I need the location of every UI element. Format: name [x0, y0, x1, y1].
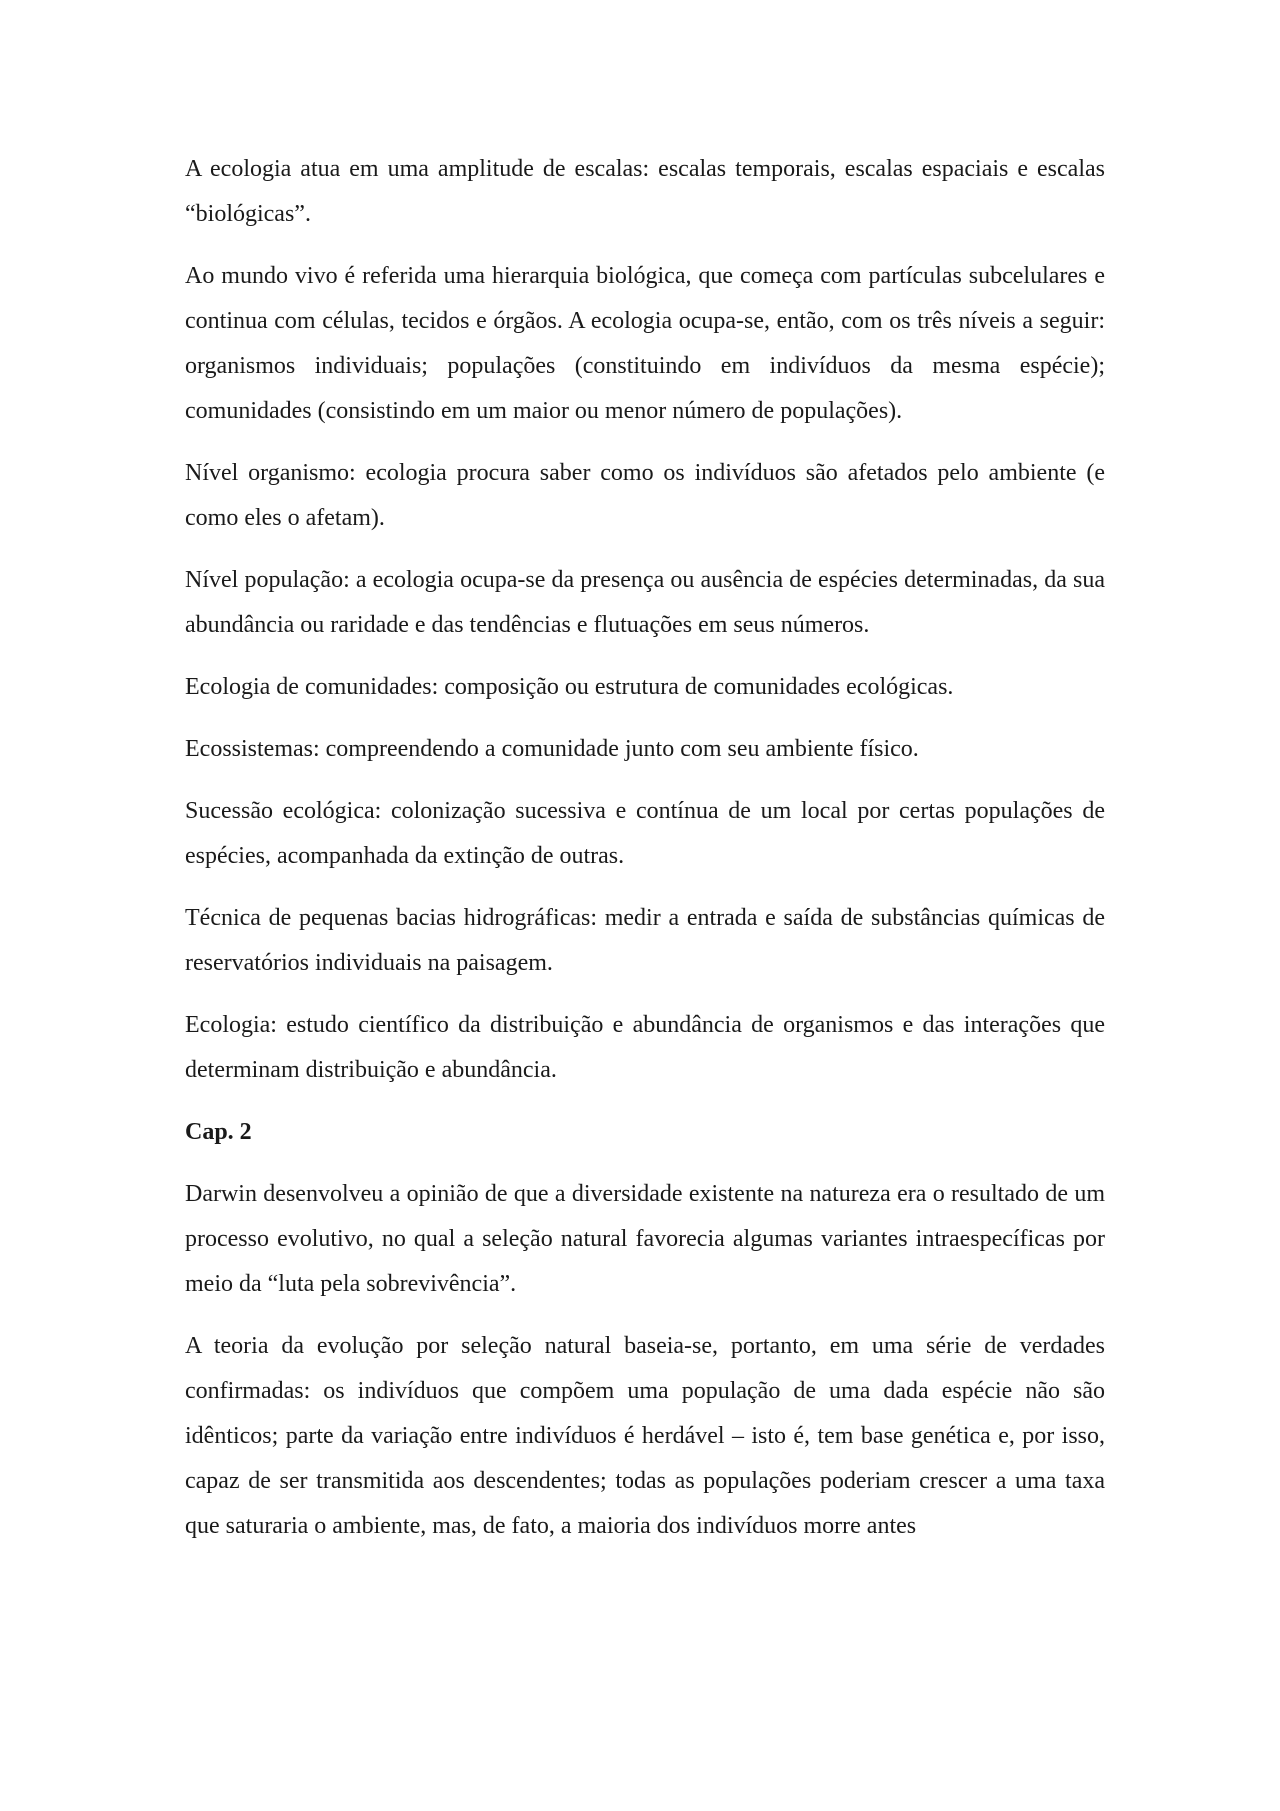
- paragraph: Nível população: a ecologia ocupa-se da presença ou ausência de espécies determinadas, da sua abundância ou raridade e das tendências e flutuações em seus números.: [185, 567, 1105, 638]
- paragraph: Técnica de pequenas bacias hidrográficas: medir a entrada e saída de substâncias químicas de reservatórios individuais na paisagem.: [185, 905, 1105, 976]
- section-heading: Cap. 2: [185, 1119, 252, 1145]
- paragraph: Darwin desenvolveu a opinião de que a diversidade existente na natureza era o resultado de um processo evolutivo, no qual a seleção natural favorecia algumas variantes intraespecíficas por meio da “luta pela sobrevivência”.: [185, 1181, 1105, 1297]
- paragraph: Nível organismo: ecologia procura saber como os indivíduos são afetados pelo ambiente (e como eles o afetam).: [185, 460, 1105, 531]
- paragraph: Ecossistemas: compreendendo a comunidade junto com seu ambiente físico.: [185, 736, 919, 762]
- paragraph: Ecologia: estudo científico da distribuição e abundância de organismos e das interações que determinam distribuição e abundância.: [185, 1012, 1105, 1083]
- paragraph: Ecologia de comunidades: composição ou estrutura de comunidades ecológicas.: [185, 674, 954, 700]
- paragraph: A teoria da evolução por seleção natural baseia-se, portanto, em uma série de verdades confirmadas: os indivíduos que compõem uma população de uma dada espécie não são idênticos; parte da variação entre indivíduos é herdável – isto é, tem base genética e, por isso, capaz de ser transmitida aos descendentes; todas as populações poderiam crescer a uma taxa que saturaria o ambiente, mas, de fato, a maioria dos indivíduos morre antes: [185, 1333, 1105, 1539]
- paragraph: Ao mundo vivo é referida uma hierarquia biológica, que começa com partículas subcelulares e continua com células, tecidos e órgãos. A ecologia ocupa-se, então, com os três níveis a seguir: organismos individuais; populações (constituindo em indivíduos da mesma espécie); comunidades (consistindo em um maior ou menor número de populações).: [185, 263, 1105, 424]
- paragraph: Sucessão ecológica: colonização sucessiva e contínua de um local por certas populações de espécies, acompanhada da extinção de outras.: [185, 798, 1105, 869]
- paragraph: A ecologia atua em uma amplitude de escalas: escalas temporais, escalas espaciais e escalas “biológicas”.: [185, 156, 1105, 227]
- document-page: [185, 147, 1105, 1566]
